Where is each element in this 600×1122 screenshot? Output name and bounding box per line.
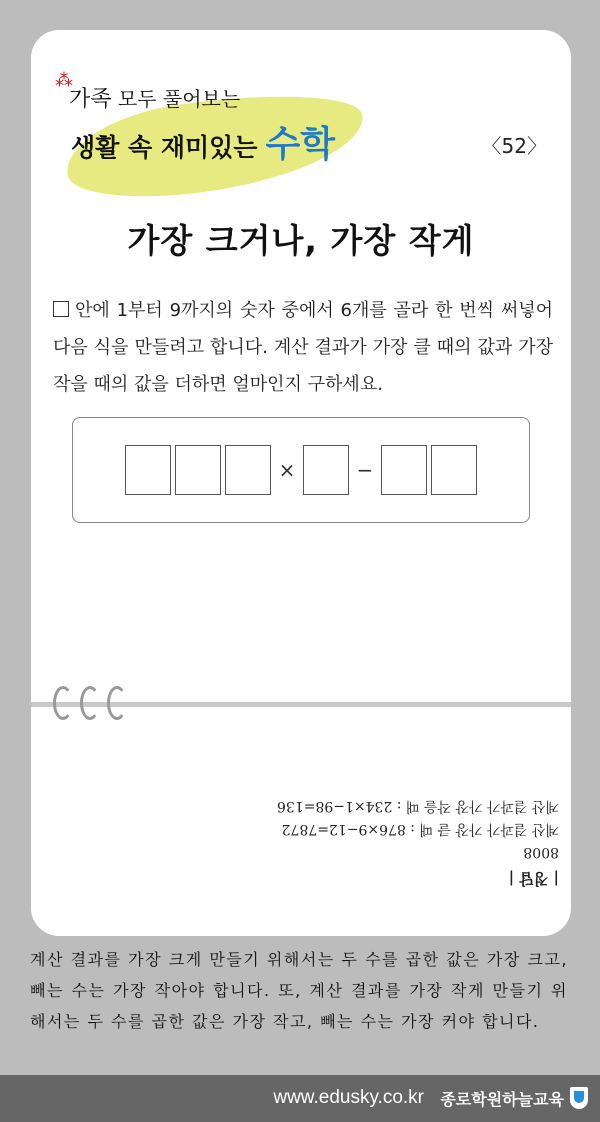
ring-icon bbox=[80, 686, 100, 720]
series-logo bbox=[55, 68, 375, 208]
page-title: 가장 크거나, 가장 작게 bbox=[127, 221, 475, 260]
digit-box[interactable] bbox=[125, 445, 171, 495]
footer-url-link[interactable]: www.edusky.co.kr bbox=[273, 1087, 424, 1108]
problem-text bbox=[53, 292, 553, 403]
equation-row bbox=[73, 418, 529, 522]
answer-min-line: 계산 결과가 가장 작을 때 : 234×1−98=136 bbox=[276, 798, 559, 814]
logo-main-text: 생활 속 재미있는 bbox=[71, 133, 258, 162]
spark-icon: ⁂ bbox=[55, 70, 73, 91]
digit-box[interactable] bbox=[431, 445, 477, 495]
answer-section bbox=[245, 794, 559, 890]
page-number: 〈52〉 bbox=[481, 134, 547, 158]
digit-box[interactable] bbox=[175, 445, 221, 495]
binder-rings bbox=[53, 686, 129, 724]
shield-logo-icon bbox=[570, 1087, 588, 1109]
footer-org-name: 종로학원하늘교육 bbox=[440, 1090, 564, 1109]
footer-bar bbox=[0, 1075, 600, 1122]
explanation-text: 계산 결과를 가장 크게 만들기 위해서는 두 수를 곱한 값은 가장 크고, 빼는 수는 가장 작아야 합니다. 또, 계산 결과를 가장 작게 만들기 위해서는 두 수를 곱한 값은 가장 작고, 빼는 수는 가장 커야 합니다. bbox=[30, 950, 568, 1031]
ring-icon bbox=[107, 686, 127, 720]
answer-heading: | 정답 | bbox=[508, 870, 559, 888]
digit-box[interactable] bbox=[225, 445, 271, 495]
logo-line-1 bbox=[69, 82, 240, 113]
logo-line-2 bbox=[71, 116, 335, 167]
logo-subtitle-text: 모두 풀어보는 bbox=[111, 87, 241, 111]
problem-body: 안에 1부터 9까지의 숫자 중에서 6개를 골라 한 번씩 써넣어 다음 식을 만들려고 합니다. 계산 결과가 가장 클 때의 값과 가장 작을 때의 값을 더하면 얼마인지 구하세요. bbox=[53, 300, 553, 395]
equation-box bbox=[72, 417, 530, 523]
answer-max-line: 계산 결과가 가장 클 때 : 876×9−12=7872 bbox=[281, 821, 559, 837]
logo-math-text: 수학 bbox=[265, 124, 336, 165]
digit-box[interactable] bbox=[381, 445, 427, 495]
multiply-sign: × bbox=[278, 458, 296, 482]
logo-family-text: 가족 bbox=[69, 87, 112, 112]
answer-value: 8008 bbox=[523, 844, 559, 860]
digit-box[interactable] bbox=[303, 445, 349, 495]
blank-square-icon bbox=[53, 301, 69, 317]
ring-icon bbox=[53, 686, 73, 720]
minus-sign: − bbox=[356, 458, 374, 482]
problem-card bbox=[31, 30, 571, 936]
